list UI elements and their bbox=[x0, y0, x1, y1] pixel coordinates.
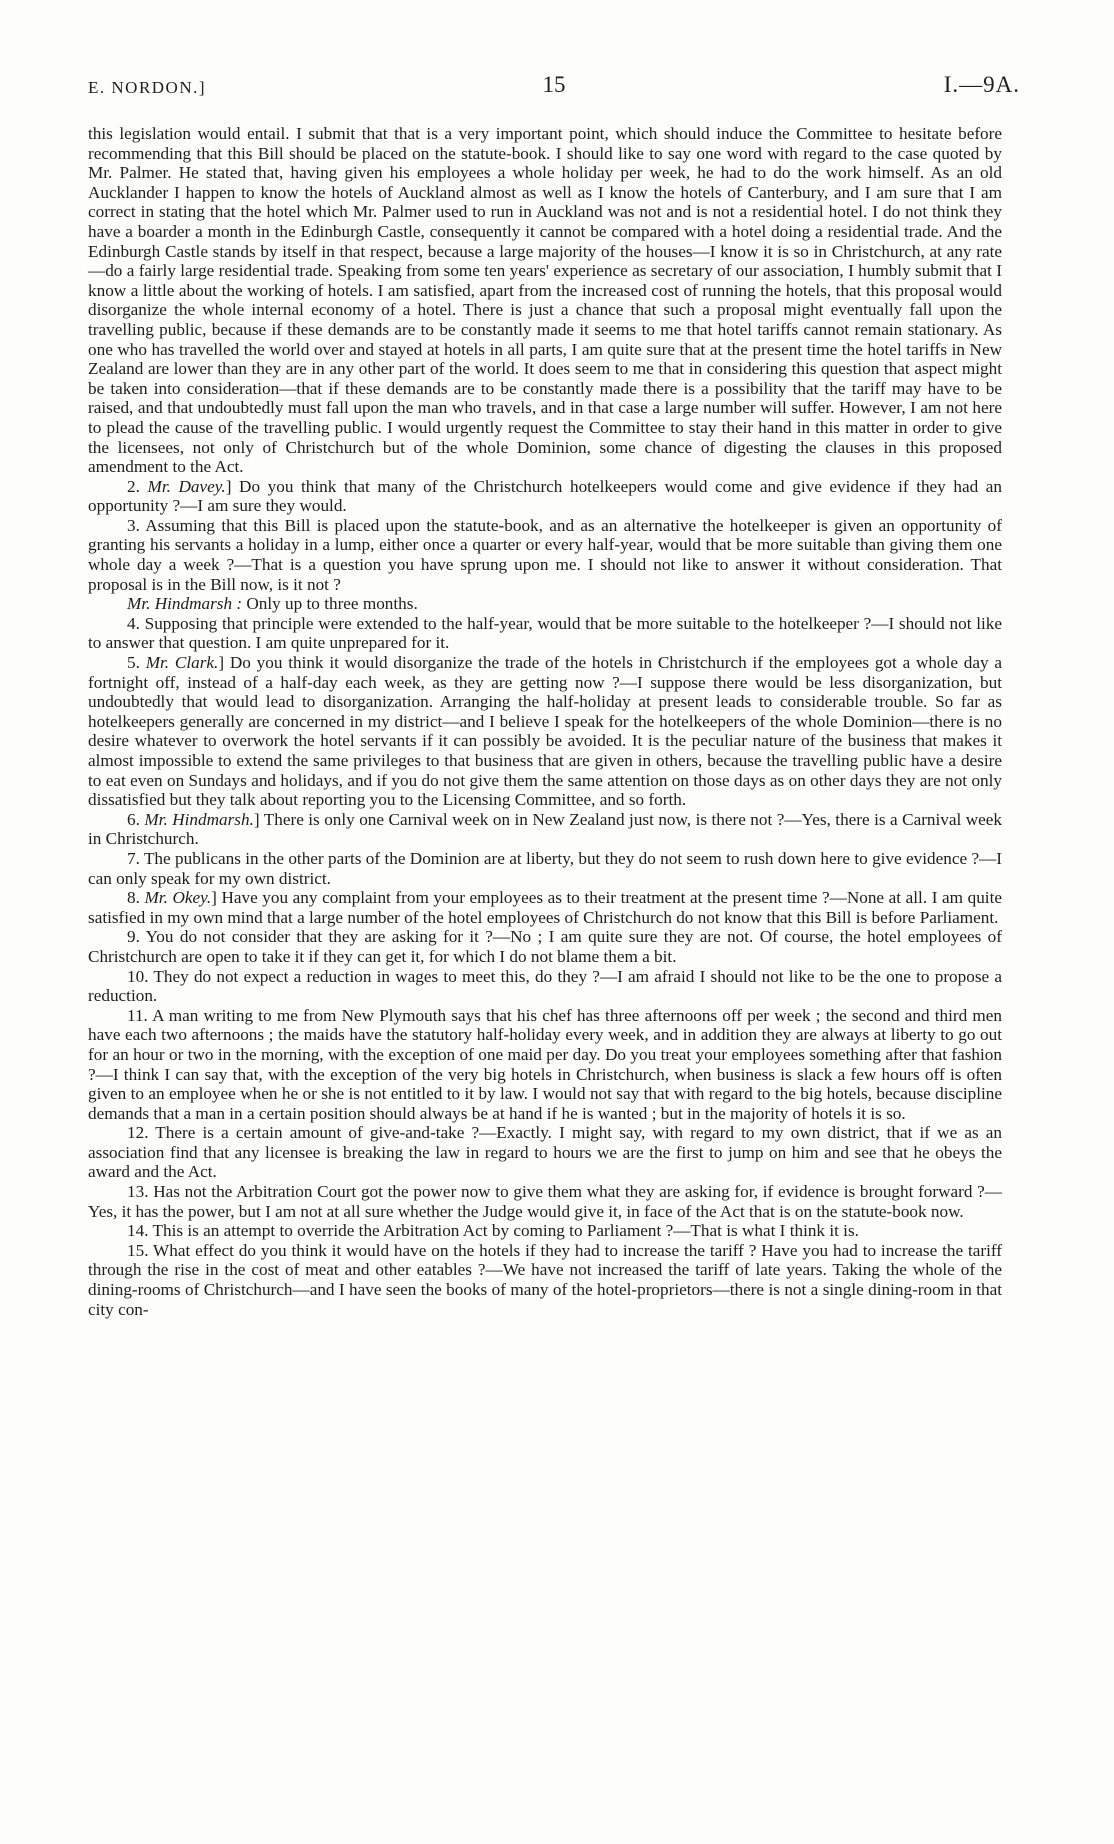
document-reference: I.—9A. bbox=[943, 72, 1020, 97]
witness-name: E. NORDON.] bbox=[88, 78, 207, 97]
paragraph bbox=[88, 967, 1002, 1006]
paragraph-text: this legislation would entail. I submit that that is a very important point, which should induce the Committee to hesitate before recommending that this Bill should be placed on the statute-book. I should like to say one word with regard to the case quoted by Mr. Palmer. He stated that, having given his employees a whole holiday per week, he had to do the work himself. As an old Aucklander I happen to know the hotels of Auckland almost as well as I know the hotels of Canterbury, and I am sure that I am correct in stating that the hotel which Mr. Palmer used to run in Auckland was not and is not a residential hotel. I do not think they have a boarder a month in the Edinburgh Castle, consequently it cannot be compared with a hotel doing a residential trade. And the Edinburgh Castle stands by itself in that respect, because a large majority of the houses—I know it is so in Christchurch, at any rate—do a fairly large residential trade. Speaking from some ten years' experience as secretary of our association, I humbly submit that I know a little about the working of hotels. I am satisfied, apart from the increased cost of running the hotels, that this proposal would disorganize the whole internal economy of a hotel. There is just a chance that such a proposal might eventually fall upon the travelling public, because if these demands are to be constantly made it seems to me that hotel tariffs cannot remain stationary. As one who has travelled the world over and stayed at hotels in all parts, I am quite sure that at the present time the hotel tariffs in New Zealand are lower than they are in any other part of the world. It does seem to me that in considering this question that aspect might be taken into consideration—that if these demands are to be constantly made there is a possibility that the tariff may have to be raised, and that undoubtedly must fall upon the man who travels, and in that case a large number will suffer. However, I am not here to plead the cause of the travelling public. I would urgently request the Committee to stay their hand in this matter in order to give the licensees, not only of Christchurch but of the whole Dominion, some chance of digesting the clauses in this proposed amendment to the Act. bbox=[88, 124, 1002, 477]
page-header bbox=[88, 70, 1020, 104]
paragraph bbox=[88, 594, 1002, 614]
paragraph bbox=[88, 124, 1002, 477]
paragraph bbox=[88, 516, 1002, 594]
paragraph bbox=[88, 1241, 1002, 1319]
paragraph-text: ] Do you think that many of the Christchurch hotelkeepers would come and give evidence if they had an opportunity ?—I am sure they would. bbox=[88, 476, 1003, 516]
paragraph-text: ] Do you think it would disorganize the trade of the hotels in Christchurch if the employees got a whole day a fortnight off, instead of a half-day each week, as they are getting now ?—I suppose there would be less disorganization, but undoubtedly that would lead to disorganization. Arranging the half-holiday at present leads to considerable trouble. So far as hotelkeepers generally are concerned in my district—and I believe I speak for the hotelkeepers of the whole Dominion—there is no desire whatever to overwork the hotel servants if it can possibly be avoided. It is the peculiar nature of the business that makes it almost impossible to extend the same privileges to that business that are given in others, because the travelling public have a desire to eat even on Sundays and holidays, and if you do not give them the same attention on those days as on other days they are not only dissatisfied but they talk about reporting you to the Licensing Committee, and so forth. bbox=[88, 653, 1003, 810]
paragraph bbox=[88, 614, 1002, 653]
paragraph bbox=[88, 1123, 1002, 1182]
paragraph-text: Only up to three months. bbox=[242, 594, 418, 614]
speaker-name: Mr. Davey. bbox=[147, 476, 226, 496]
paragraph-text: ] There is only one Carnival week on in New Zealand just now, is there not ?—Yes, there is a Carnival week in Christchurch. bbox=[88, 809, 1003, 849]
paragraph-text: 4. Supposing that principle were extended to the half-year, would that be more suitable to the hotelkeeper ?—I should not like to answer that question. I am quite unprepared for it. bbox=[88, 613, 1002, 653]
paragraph-text: 10. They do not expect a reduction in wages to meet this, do they ?—I am afraid I should not like to be the one to propose a reduction. bbox=[88, 966, 1002, 1006]
question-number: 2. bbox=[127, 476, 148, 496]
page-number: 15 bbox=[542, 72, 566, 97]
paragraph bbox=[88, 888, 1002, 927]
paragraph-text: 14. This is an attempt to override the Arbitration Act by coming to Parliament ?—That is what I think it is. bbox=[127, 1221, 859, 1241]
paragraph-text: 11. A man writing to me from New Plymouth says that his chef has three afternoons off per week ; the second and third men have each two afternoons ; the maids have the statutory half-holiday every week, and in addition they are always at liberty to go out for an hour or two in the morning, with the exception of one maid per day. Do you treat your employees something after that fashion ?—I think I can say that, with the exception of the very big hotels in Christchurch, when business is slack a few hours off is often given to an employee when he or she is not entitled to it by law. I would not say that with regard to the big hotels, because discipline demands that a man in a certain position should always be at hand if he is wanted ; but in the majority of hotels it is so. bbox=[88, 1005, 1002, 1123]
paragraph bbox=[88, 810, 1002, 849]
question-number: 5. bbox=[127, 653, 146, 673]
question-number: 6. bbox=[127, 809, 145, 829]
paragraph bbox=[88, 653, 1002, 810]
paragraph-text: 3. Assuming that this Bill is placed upon the statute-book, and as an alternative the hotelkeeper is given an opportunity of granting his servants a holiday in a lump, either once a quarter or every half-year, would that be more suitable than giving them one whole day a week ?—That is a question you have sprung upon me. I should not like to answer it without consideration. That proposal is in the Bill now, is it not ? bbox=[88, 515, 1002, 594]
paragraph-text: 12. There is a certain amount of give-and-take ?—Exactly. I might say, with regard to my own district, that if we as an association find that any licensee is breaking the law in regard to hours we are the first to jump on him and see that he obeys the award and the Act. bbox=[88, 1123, 1002, 1182]
paragraph bbox=[88, 1182, 1002, 1221]
paragraph-text: ] Have you any complaint from your employees as to their treatment at the present time ?—None at all. I am quite satisfied in my own mind that a large number of the hotel employees of Christchurch do not know that this Bill is before Parliament. bbox=[88, 888, 1002, 927]
paragraph-text: 13. Has not the Arbitration Court got the power now to give them what they are asking for, if evidence is brought forward ?—Yes, it has the power, but I am not at all sure whether the Judge would give it, in face of the Act that is on the statute-book now. bbox=[88, 1182, 1002, 1221]
paragraph bbox=[88, 927, 1002, 966]
paragraph bbox=[88, 1221, 1002, 1241]
body-text bbox=[88, 124, 1002, 1319]
speaker-name: Mr. Clark. bbox=[145, 653, 219, 673]
paragraph bbox=[88, 849, 1002, 888]
paragraph-text: 15. What effect do you think it would have on the hotels if they had to increase the tariff ? Have you had to increase the tariff through the rise in the cost of meat and other eatables ?—We have not increased the tariff of late years. Taking the whole of the dining-rooms of Christchurch—and I have seen the books of many of the hotel-proprietors—there is not a single dining-room in that city con- bbox=[88, 1240, 1002, 1319]
paragraph bbox=[88, 1006, 1002, 1124]
speaker-name: Mr. Hindmarsh. bbox=[144, 809, 254, 829]
paragraph-text: 7. The publicans in the other parts of the Dominion are at liberty, but they do not seem to rush down here to give evidence ?—I can only speak for my own district. bbox=[88, 848, 1002, 888]
speaker-name: Mr. Okey. bbox=[144, 888, 212, 908]
question-number: 8. bbox=[127, 888, 145, 908]
paragraph bbox=[88, 477, 1002, 516]
paragraph-text: 9. You do not consider that they are asking for it ?—No ; I am quite sure they are not. Of course, the hotel employees of Christchurch are open to take it if they can get it, for which I do not blame them a bit. bbox=[88, 927, 1002, 966]
speaker-name: Mr. Hindmarsh : bbox=[127, 594, 243, 614]
